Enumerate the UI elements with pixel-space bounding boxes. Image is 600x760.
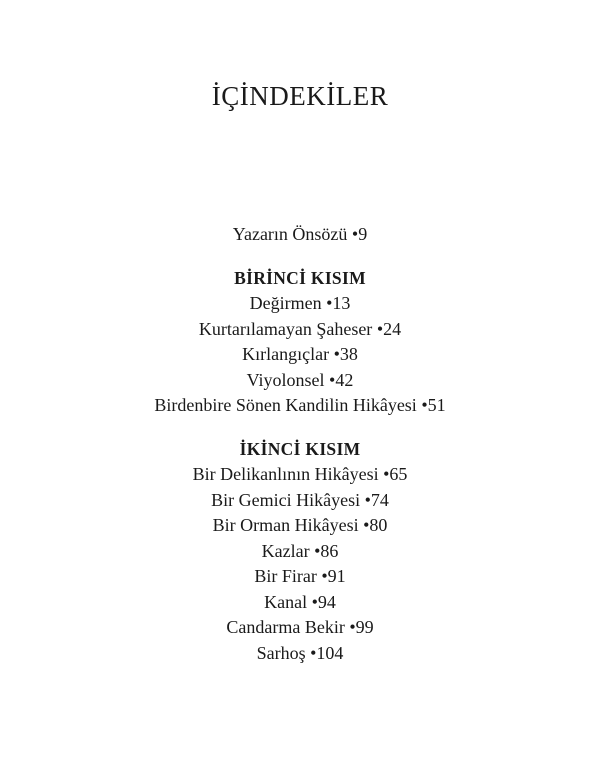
toc-entry — [0, 539, 600, 565]
toc-entry-label: Kurtarılamayan Şaheser — [198, 318, 373, 339]
toc-entry-label: Kırlangıçlar — [242, 344, 330, 364]
toc-entry — [0, 590, 600, 616]
toc-entry — [0, 342, 600, 368]
toc-entry — [0, 368, 600, 394]
toc-entry-label: Candarma Bekir — [226, 617, 345, 637]
section-title: İKİNCİ KISIM — [239, 438, 361, 459]
toc-entry-label: Bir Firar — [254, 566, 317, 586]
toc-entry-label: Kanal — [264, 591, 308, 612]
section-part-one — [0, 266, 600, 419]
toc-entry-page: • 9 — [347, 224, 367, 244]
toc-entry-page: • 74 — [360, 490, 389, 510]
section-part-two — [0, 437, 600, 667]
toc-entry — [0, 513, 600, 539]
toc-entry-preface — [0, 222, 600, 248]
toc-entry-page: • 38 — [329, 344, 358, 364]
toc-entry-page: • 51 — [417, 395, 446, 415]
toc-entry — [0, 393, 600, 419]
toc-entry — [0, 291, 600, 317]
section-title: BİRİNCİ KISIM — [234, 267, 366, 288]
toc-entry-page: • 104 — [306, 643, 344, 663]
toc-entry — [0, 462, 600, 488]
page-title: İÇİNDEKİLER — [211, 81, 389, 111]
toc-entry-label: Kazlar — [261, 540, 310, 561]
toc-entry-page: • 65 — [379, 464, 408, 484]
toc-entry-label: Bir Orman Hikâyesi — [212, 515, 359, 535]
toc-entry — [0, 564, 600, 590]
toc-entry-label: Sarhoş — [256, 642, 306, 663]
toc-entry-page: • 80 — [359, 515, 388, 535]
toc-entry-page: • 24 — [372, 319, 401, 339]
toc-entry-label: Bir Gemici Hikâyesi — [211, 489, 361, 510]
toc-entry-page: • 86 — [310, 541, 339, 561]
toc-entry-page: • 42 — [325, 370, 354, 390]
toc-entry-page: • 91 — [317, 566, 346, 586]
toc-entry-page: • 99 — [345, 617, 374, 637]
toc-entry — [0, 615, 600, 641]
table-of-contents — [0, 222, 600, 666]
toc-entry-label: Bir Delikanlının Hikâyesi — [192, 464, 379, 484]
toc-entry-page: • 94 — [307, 592, 336, 612]
toc-entry-label: Birdenbire Sönen Kandilin Hikâyesi — [154, 395, 417, 415]
toc-entry — [0, 488, 600, 514]
toc-entry-label: Viyolonsel — [246, 369, 325, 390]
toc-entry-label: Değirmen — [249, 293, 322, 313]
toc-entry-page: • 13 — [322, 293, 351, 313]
toc-entry — [0, 317, 600, 343]
toc-entry-label: Yazarın Önsözü — [232, 224, 348, 244]
toc-entry — [0, 641, 600, 667]
